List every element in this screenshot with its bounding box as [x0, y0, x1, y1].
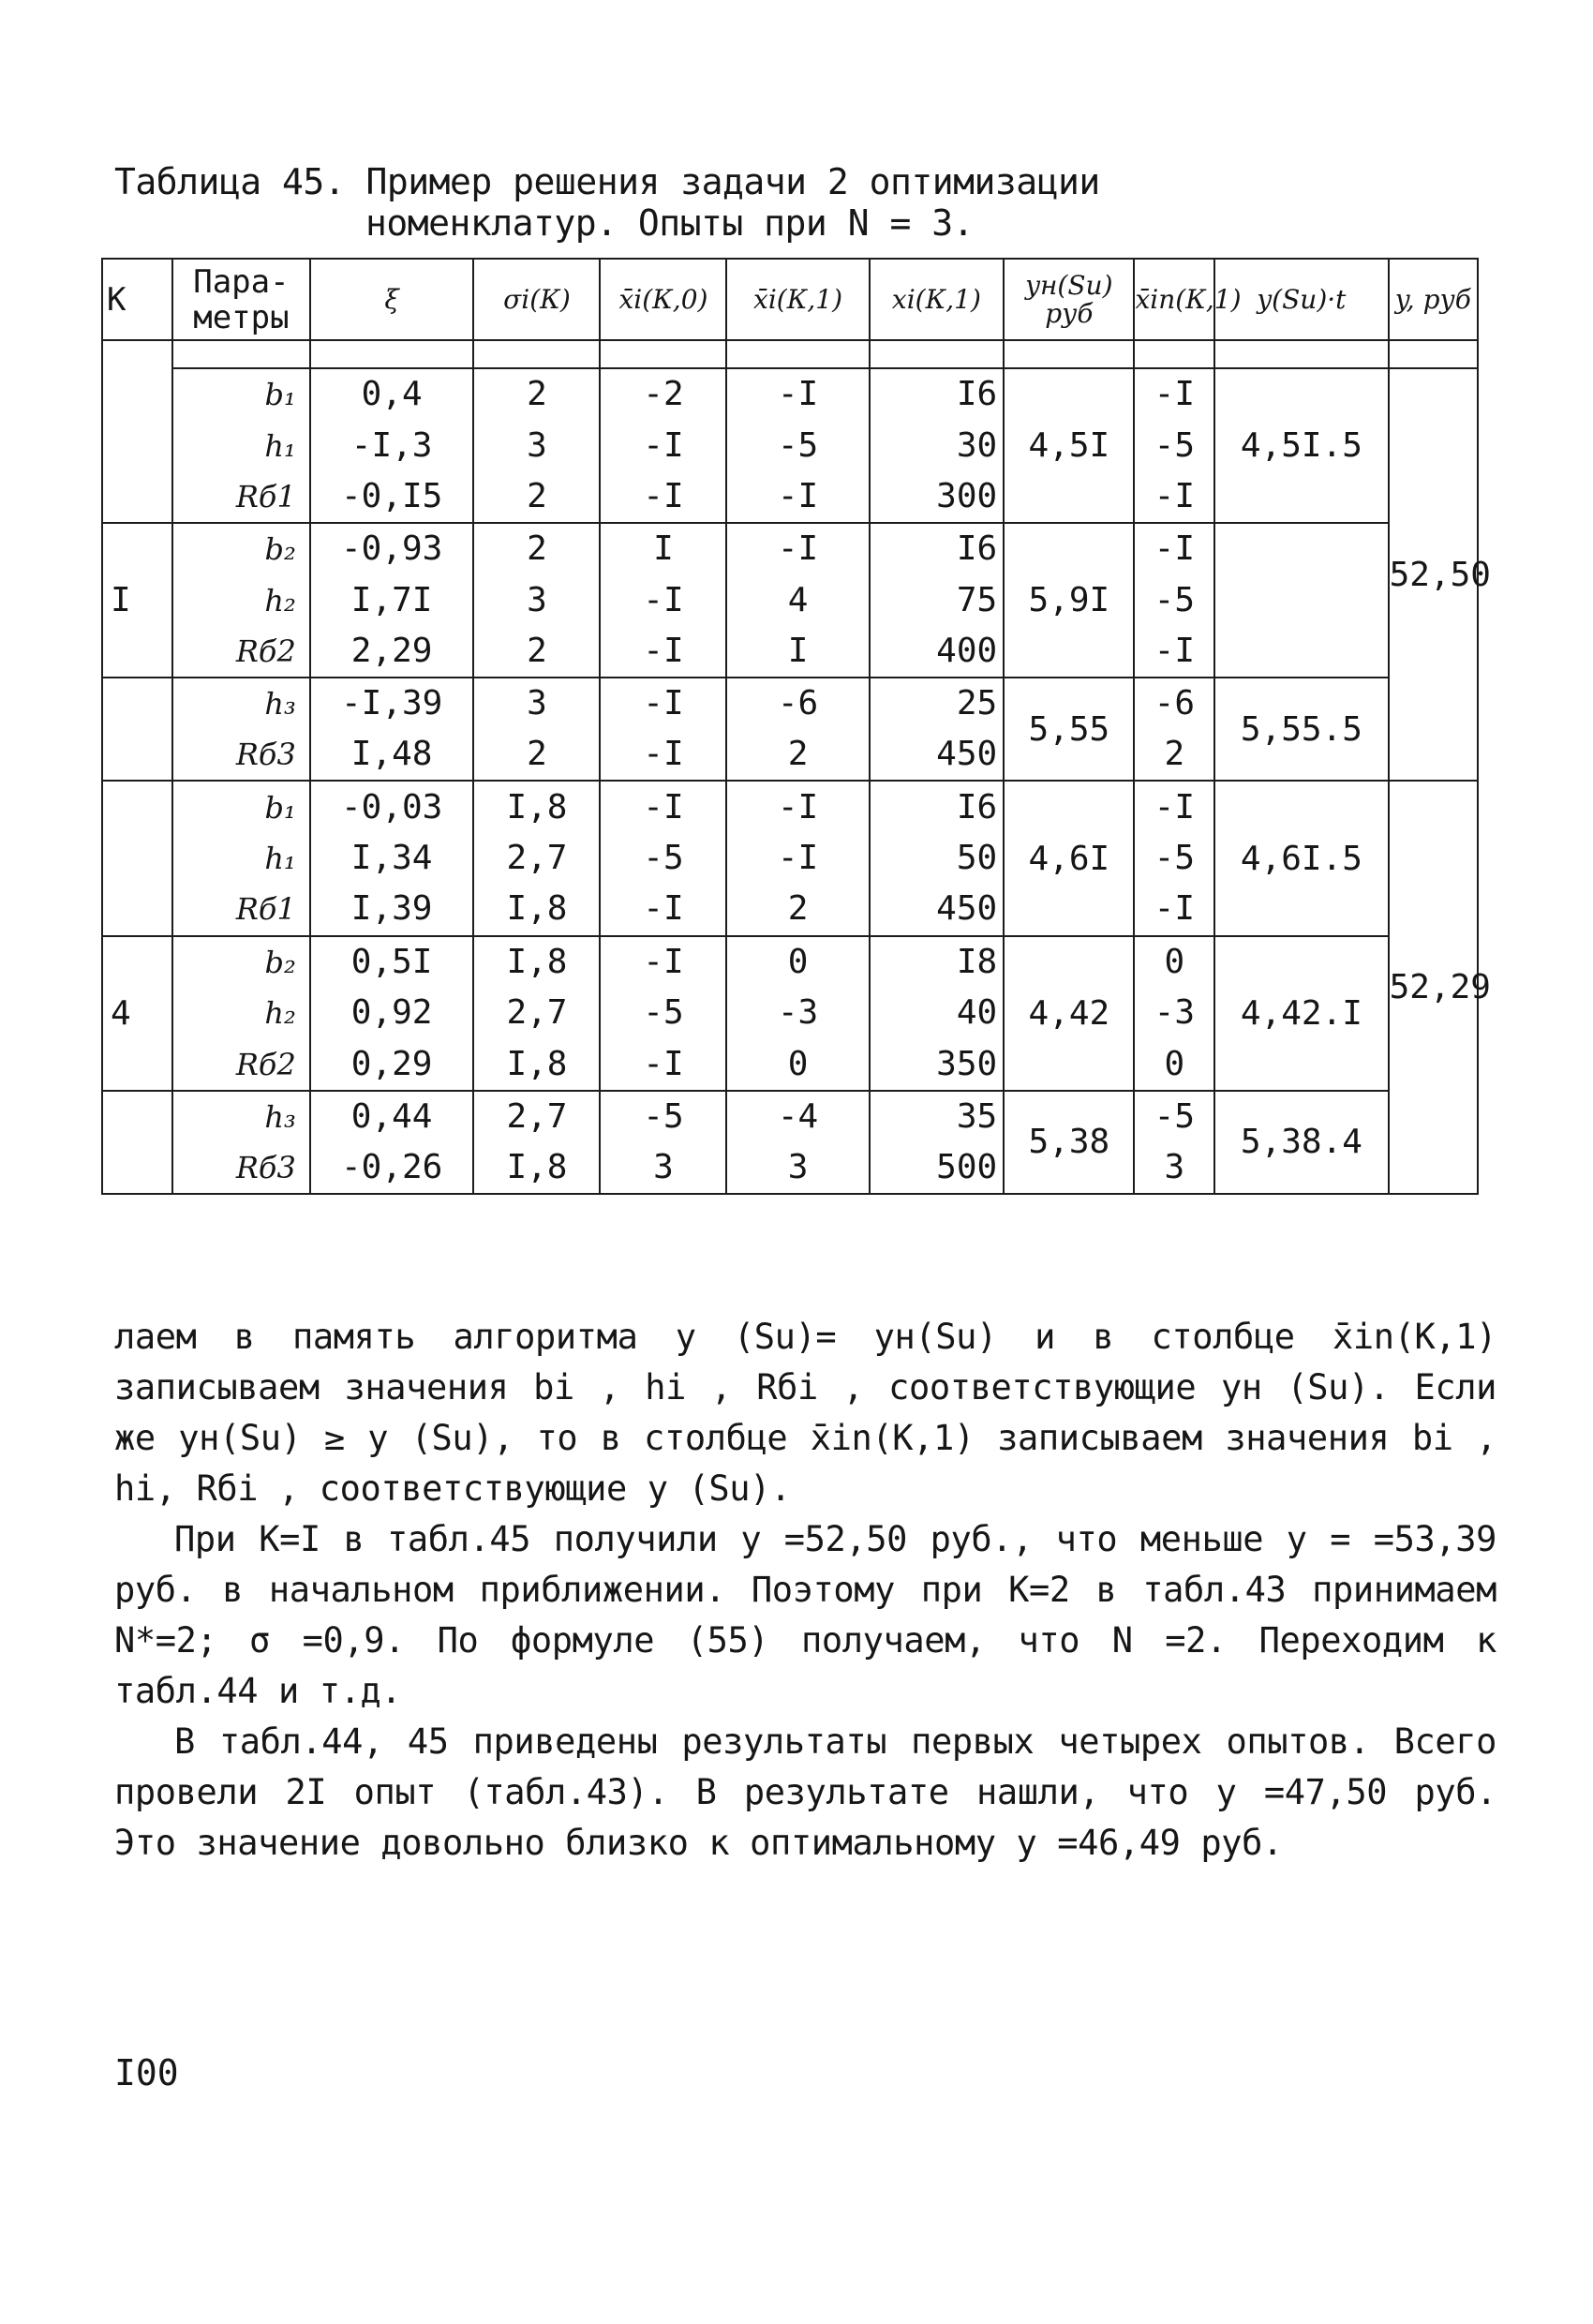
xin-cell: 0 -3 0 — [1134, 936, 1214, 1091]
yH-cell: 4,5I — [1004, 368, 1134, 523]
caption-line-2: номенклатур. Опыты при N = 3. — [365, 202, 974, 244]
k-cell — [102, 678, 172, 781]
xin-cell: -5 3 — [1134, 1091, 1214, 1194]
param-cell: h₃ Rб3 — [172, 678, 310, 781]
header-y: y, руб — [1389, 259, 1478, 340]
xin-cell: -I -5 -I — [1134, 781, 1214, 935]
sigma-cell: 2 3 2 — [473, 368, 600, 523]
table-row — [102, 1091, 1478, 1194]
header-xk: xi(К,1) — [870, 259, 1005, 340]
table-spacer-row — [102, 340, 1478, 368]
x0-cell: -2 -I -I — [600, 368, 726, 523]
x0-cell: -I -5 -I — [600, 936, 726, 1091]
x1-cell: -I -5 -I — [726, 368, 869, 523]
sigma-cell: 2 3 2 — [473, 523, 600, 678]
yt-cell: 5,38.4 — [1214, 1091, 1388, 1194]
param-cell: b₁ h₁ Rб1 — [172, 781, 310, 935]
header-x1: x̄i(К,1) — [726, 259, 869, 340]
table-row — [102, 523, 1478, 678]
yH-cell: 4,42 — [1004, 936, 1134, 1091]
yH-cell: 5,38 — [1004, 1091, 1134, 1194]
header-yt: y(Su)·t — [1214, 259, 1388, 340]
yH-cell: 5,9I — [1004, 523, 1134, 678]
xi-cell: 0,44 -0,26 — [310, 1091, 474, 1194]
xin-cell: -I -5 -I — [1134, 523, 1214, 678]
xk-cell: I8 40 350 — [870, 936, 1005, 1091]
table-caption — [114, 161, 1201, 244]
header-params: Пара-метры — [172, 259, 310, 340]
header-sigma: σi(К) — [473, 259, 600, 340]
k-cell — [102, 368, 172, 523]
yt-cell: 5,55.5 — [1214, 678, 1388, 781]
xi-cell: 0,4 -I,3 -0,I5 — [310, 368, 474, 523]
x0-cell: -5 3 — [600, 1091, 726, 1194]
xi-cell: 0,5I 0,92 0,29 — [310, 936, 474, 1091]
xi-cell: -0,03 I,34 I,39 — [310, 781, 474, 935]
header-k: К — [102, 259, 172, 340]
table-row — [102, 368, 1478, 523]
x0-cell: -I -I — [600, 678, 726, 781]
xk-cell: 25 450 — [870, 678, 1005, 781]
x1-cell: -I 4 I — [726, 523, 869, 678]
xk-cell: I6 50 450 — [870, 781, 1005, 935]
sigma-cell: 2,7 I,8 — [473, 1091, 600, 1194]
k-cell: 4 — [102, 936, 172, 1091]
result-cell: 52,50 — [1389, 368, 1478, 781]
yt-cell: 4,42.I — [1214, 936, 1388, 1091]
paragraph-2: При К=I в табл.45 получили y =52,50 руб., что меньше y = =53,39 руб. в начальном приближении. Поэтому при К=2 в табл.43 принимаем N*=2; σ =0,9. По формуле (55) получаем, что N =2. Переходим к табл.44 и т.д. — [114, 1519, 1496, 1711]
param-cell: b₁ h₁ Rб1 — [172, 368, 310, 523]
k-cell: I — [102, 523, 172, 678]
param-cell: b₂ h₂ Rб2 — [172, 523, 310, 678]
x1-cell: -4 3 — [726, 1091, 869, 1194]
x1-cell: -6 2 — [726, 678, 869, 781]
sigma-cell: I,8 2,7 I,8 — [473, 781, 600, 935]
body-text — [114, 1312, 1496, 1869]
table-header-row — [102, 259, 1478, 340]
table-row — [102, 781, 1478, 935]
table-45 — [101, 258, 1491, 1195]
header-yH: yн(Su) руб — [1004, 259, 1134, 340]
yH-cell: 4,6I — [1004, 781, 1134, 935]
yH-cell: 5,55 — [1004, 678, 1134, 781]
header-xi: ξ — [310, 259, 474, 340]
yt-cell: 4,6I.5 — [1214, 781, 1388, 935]
paragraph-1: лаем в память алгоритма y (Su)= yн(Su) и в столбце x̄in(К,1) записываем значения bi , hi , Rбi , соответствующие yн (Su). Если же yн(Su) ≥ y (Su), то в столбце x̄in(К,1) записываем значения bi , hi, Rбi , соответствующие y (Su). — [114, 1317, 1496, 1509]
header-x0: x̄i(К,0) — [600, 259, 726, 340]
xk-cell: 35 500 — [870, 1091, 1005, 1194]
x0-cell: I -I -I — [600, 523, 726, 678]
xi-cell: -0,93 I,7I 2,29 — [310, 523, 474, 678]
xin-cell: -I -5 -I — [1134, 368, 1214, 523]
result-cell: 52,29 — [1389, 781, 1478, 1194]
page-number: I00 — [114, 2052, 179, 2093]
header-xin: x̄in(К,1) — [1134, 259, 1214, 340]
paragraph-3: В табл.44, 45 приведены результаты первых четырех опытов. Всего провели 2I опыт (табл.43). В результате нашли, что y =47,50 руб. Это значение довольно близко к оптимальному y =46,49 руб. — [114, 1721, 1496, 1863]
x1-cell: -I -I 2 — [726, 781, 869, 935]
yt-cell: 4,5I.5 — [1214, 368, 1388, 523]
caption-line-1: Таблица 45. Пример решения задачи 2 оптимизации — [114, 161, 1100, 202]
param-cell: h₃ Rб3 — [172, 1091, 310, 1194]
table-row — [102, 678, 1478, 781]
x0-cell: -I -5 -I — [600, 781, 726, 935]
k-cell — [102, 781, 172, 935]
param-cell: b₂ h₂ Rб2 — [172, 936, 310, 1091]
xk-cell: I6 75 400 — [870, 523, 1005, 678]
xin-cell: -6 2 — [1134, 678, 1214, 781]
x1-cell: 0 -3 0 — [726, 936, 869, 1091]
xi-cell: -I,39 I,48 — [310, 678, 474, 781]
sigma-cell: 3 2 — [473, 678, 600, 781]
table-row — [102, 936, 1478, 1091]
yt-cell — [1214, 523, 1388, 678]
sigma-cell: I,8 2,7 I,8 — [473, 936, 600, 1091]
k-cell — [102, 1091, 172, 1194]
xk-cell: I6 30 300 — [870, 368, 1005, 523]
